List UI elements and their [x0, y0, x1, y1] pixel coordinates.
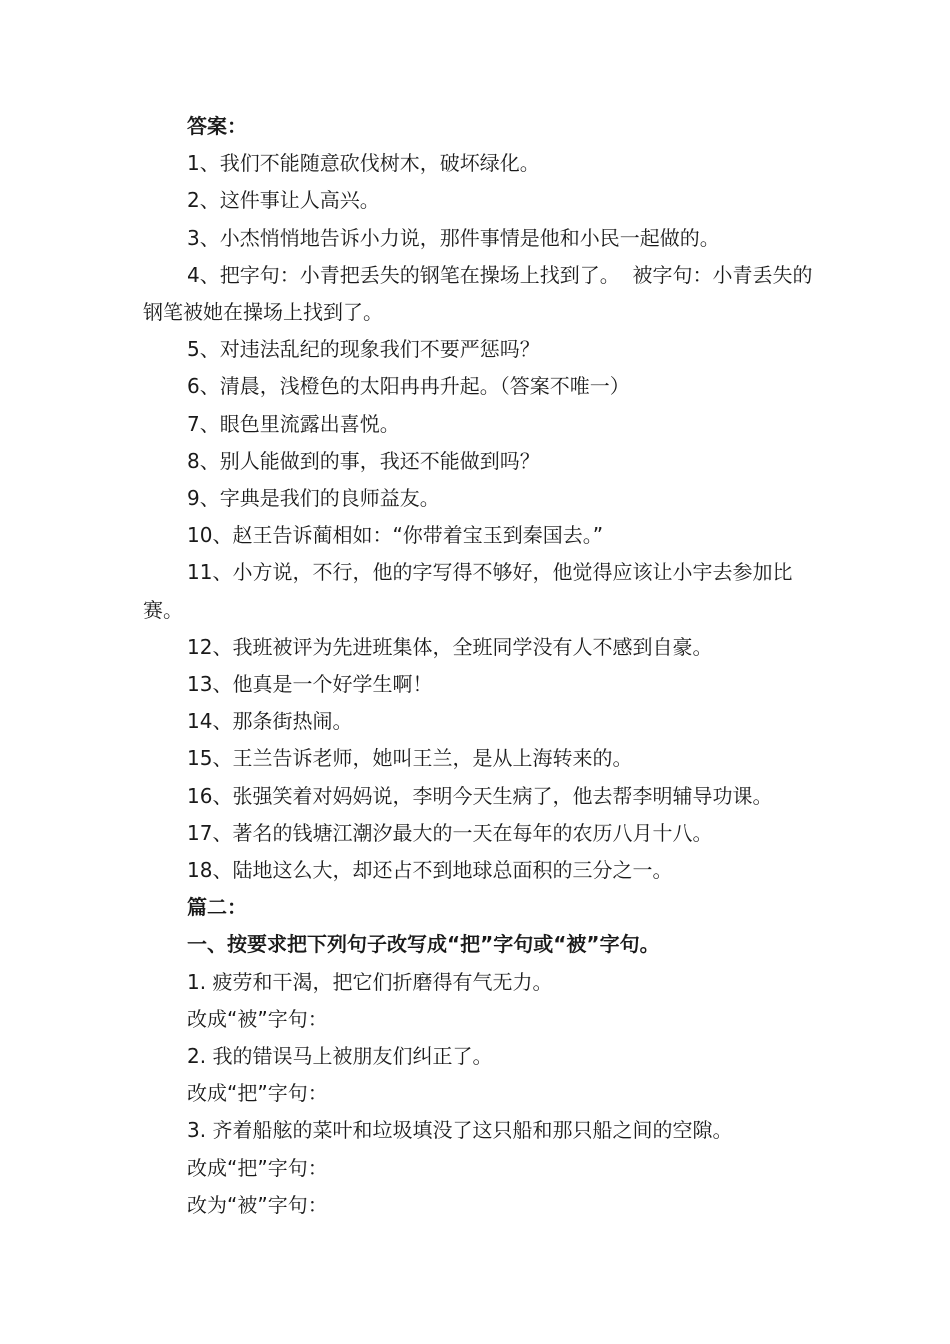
answer-item: 9、字典是我们的良师益友。	[187, 486, 440, 511]
exercise-line: 改成“被”字句：	[187, 1006, 328, 1031]
answer-item: 7、眼色里流露出喜悦。	[187, 411, 400, 436]
answer-item: 6、清晨，浅橙色的太阳冉冉升起。（答案不唯一）	[187, 374, 630, 399]
answer-item: 14、那条街热闹。	[187, 709, 353, 734]
document-body	[143, 108, 823, 1224]
section-title: 一、按要求把下列句子改写成“把”字句或“被”字句。	[187, 932, 660, 957]
exercise-line: 改为“被”字句：	[187, 1192, 328, 1217]
answer-item: 1、我们不能随意砍伐树木，破坏绿化。	[187, 151, 540, 176]
part2-heading: 篇二：	[187, 895, 247, 920]
answer-item: 2、这件事让人高兴。	[187, 188, 380, 213]
exercise-line: 2. 我的错误马上被朋友们纠正了。	[187, 1044, 493, 1069]
answer-item: 3、小杰悄悄地告诉小力说，那件事情是他和小民一起做的。	[187, 225, 720, 250]
answer-item: 17、著名的钱塘江潮汐最大的一天在每年的农历八月十八。	[187, 820, 713, 845]
exercise-line: 改成“把”字句：	[187, 1155, 328, 1180]
answer-item: 4、把字句：小青把丢失的钢笔在操场上找到了。 被字句：小青丢失的钢笔被她在操场上找到了。	[143, 262, 813, 325]
answer-item: 11、小方说，不行，他的字写得不够好，他觉得应该让小宇去参加比赛。	[143, 560, 793, 622]
exercise-line: 改成“把”字句：	[187, 1081, 328, 1106]
answers-heading: 答案：	[187, 114, 247, 138]
answer-item: 16、张强笑着对妈妈说，李明今天生病了，他去帮李明辅导功课。	[187, 783, 773, 808]
answer-item: 13、他真是一个好学生啊！	[187, 672, 433, 697]
answer-item: 5、对违法乱纪的现象我们不要严惩吗？	[187, 337, 540, 362]
answer-item: 12、我班被评为先进班集体，全班同学没有人不感到自豪。	[187, 634, 713, 659]
exercise-line: 3. 齐着船舷的菜叶和垃圾填没了这只船和那只船之间的空隙。	[187, 1118, 733, 1143]
answer-item: 8、别人能做到的事，我还不能做到吗？	[187, 448, 540, 473]
answer-item: 10、赵王告诉蔺相如：“你带着宝玉到秦国去。”	[187, 523, 604, 548]
answer-item: 15、王兰告诉老师，她叫王兰，是从上海转来的。	[187, 746, 633, 771]
answer-item: 18、陆地这么大，却还占不到地球总面积的三分之一。	[187, 858, 673, 883]
exercise-line: 1. 疲劳和干渴，把它们折磨得有气无力。	[187, 969, 553, 994]
